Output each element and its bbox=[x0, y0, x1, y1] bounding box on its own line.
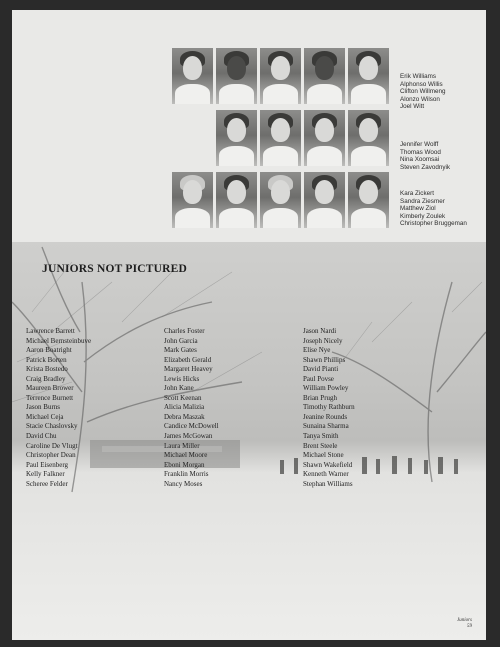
footer-section-label: Juniors bbox=[457, 618, 472, 623]
list-item: Paul Povse bbox=[303, 374, 334, 383]
list-item: Eboni Morgan bbox=[164, 460, 205, 469]
portrait-name: Sandra Ziesmer bbox=[400, 197, 445, 205]
portrait-photo bbox=[348, 110, 389, 166]
list-item: Michael Moore bbox=[164, 451, 208, 460]
section-title: JUNIORS NOT PICTURED bbox=[42, 263, 188, 275]
portrait-name: Nina Xoomsai bbox=[400, 156, 440, 164]
snow-scene-photo bbox=[12, 242, 486, 640]
portrait-name: Jennifer Wolff bbox=[400, 141, 439, 148]
list-item: Debra Maszak bbox=[164, 412, 205, 421]
list-item: John Garcia bbox=[164, 336, 198, 345]
list-item: Alicia Malizia bbox=[164, 403, 205, 412]
portrait-name-list bbox=[400, 141, 450, 171]
page-number: 59 bbox=[467, 624, 472, 629]
list-item: Kenneth Warner bbox=[303, 470, 349, 479]
portrait-name: Matthew Ziol bbox=[400, 205, 436, 213]
list-item: Margaret Heavey bbox=[164, 365, 213, 374]
list-item: James McGowan bbox=[164, 432, 213, 441]
list-item: Charles Foster bbox=[164, 327, 205, 335]
list-item: Timothy Rathburn bbox=[303, 403, 355, 412]
name-column-2 bbox=[164, 327, 219, 489]
list-item: Joseph Nicely bbox=[303, 336, 343, 345]
list-item: Michael Stone bbox=[303, 451, 344, 460]
portrait-name: Kimberly Zoulek bbox=[400, 212, 446, 220]
list-item: Lewis Hicks bbox=[164, 374, 200, 383]
list-item: Craig Bradley bbox=[26, 374, 66, 383]
list-item: Franklin Morris bbox=[164, 470, 209, 479]
list-item: Scheree Felder bbox=[26, 479, 68, 488]
portrait-name: Alonzo Wilson bbox=[400, 95, 440, 103]
portrait-photo bbox=[172, 172, 213, 228]
list-item: Brian Prugh bbox=[303, 393, 338, 402]
list-item: Michael Bernsteinbuve bbox=[26, 336, 92, 345]
list-item: David Pianti bbox=[303, 365, 339, 374]
list-item: Jeanine Rounds bbox=[303, 412, 348, 421]
portrait-photo bbox=[304, 48, 345, 104]
list-item: Stacie Chaslovsky bbox=[26, 422, 78, 431]
portrait-name: Joel Witt bbox=[400, 103, 425, 111]
list-item: Maureen Brower bbox=[26, 384, 74, 393]
portrait-name-list bbox=[400, 73, 446, 111]
list-item: Aaron Boatright bbox=[26, 346, 72, 355]
list-item: Tanya Smith bbox=[303, 432, 339, 441]
list-item: Shawn Wakefield bbox=[303, 460, 353, 469]
portrait-name: Steven Zavodnyik bbox=[400, 163, 451, 171]
list-item: David Chu bbox=[26, 432, 57, 441]
portrait-photo bbox=[304, 172, 345, 228]
list-item: Sunaina Sharma bbox=[303, 422, 349, 431]
list-item: Mark Gates bbox=[164, 346, 197, 355]
portrait-photo bbox=[260, 172, 301, 228]
portrait-photo bbox=[304, 110, 345, 166]
portrait-photo bbox=[216, 110, 257, 166]
portrait-photo bbox=[172, 48, 213, 104]
list-item: Elizabeth Gerald bbox=[164, 355, 212, 364]
list-item: Krista Bostedo bbox=[26, 365, 68, 374]
portrait-photo bbox=[216, 172, 257, 228]
portrait-photo bbox=[216, 48, 257, 104]
list-item: John Kane bbox=[164, 384, 194, 393]
page-footer bbox=[457, 618, 472, 630]
portrait-name: Erik Williams bbox=[400, 73, 437, 80]
list-item: Caroline De Vlugt bbox=[26, 441, 78, 450]
list-item: Stephan Williams bbox=[303, 479, 353, 488]
portrait-name: Kara Zickert bbox=[400, 190, 434, 197]
list-item: Nancy Moses bbox=[164, 479, 203, 488]
yearbook-page bbox=[12, 10, 486, 640]
portrait-name: Clifton Willmeng bbox=[400, 88, 446, 96]
list-item: Jason Burns bbox=[26, 403, 61, 412]
list-item: Paul Eisenberg bbox=[26, 460, 69, 469]
portrait-photo bbox=[260, 110, 301, 166]
portrait-name: Alphonso Willis bbox=[400, 80, 443, 88]
list-item: Candice McDowell bbox=[164, 422, 219, 431]
list-item: William Powley bbox=[303, 384, 349, 393]
list-item: Elise Nye bbox=[303, 346, 331, 355]
list-item: Laura Miller bbox=[164, 441, 200, 450]
list-item: Christopher Dean bbox=[26, 451, 76, 460]
portrait-name: Thomas Wood bbox=[400, 148, 441, 156]
list-item: Scott Keenan bbox=[164, 393, 202, 402]
name-column-3 bbox=[303, 327, 355, 489]
portrait-name-list bbox=[400, 190, 467, 228]
list-item: Patrick Borten bbox=[26, 355, 67, 364]
portrait-photo bbox=[348, 48, 389, 104]
list-item: Jason Nardi bbox=[303, 327, 337, 335]
name-column-1 bbox=[26, 327, 91, 489]
list-item: Michael Ceja bbox=[26, 412, 64, 421]
list-item: Terrence Burnett bbox=[26, 393, 74, 402]
portrait-photo bbox=[348, 172, 389, 228]
list-item: Brent Steele bbox=[303, 441, 338, 450]
portrait-photo bbox=[260, 48, 301, 104]
portrait-name: Christopher Bruggeman bbox=[400, 220, 467, 228]
list-item: Shawn Phillips bbox=[303, 355, 346, 364]
list-item: Lawrence Barrett bbox=[26, 327, 75, 335]
list-item: Kelly Falkner bbox=[26, 470, 65, 479]
